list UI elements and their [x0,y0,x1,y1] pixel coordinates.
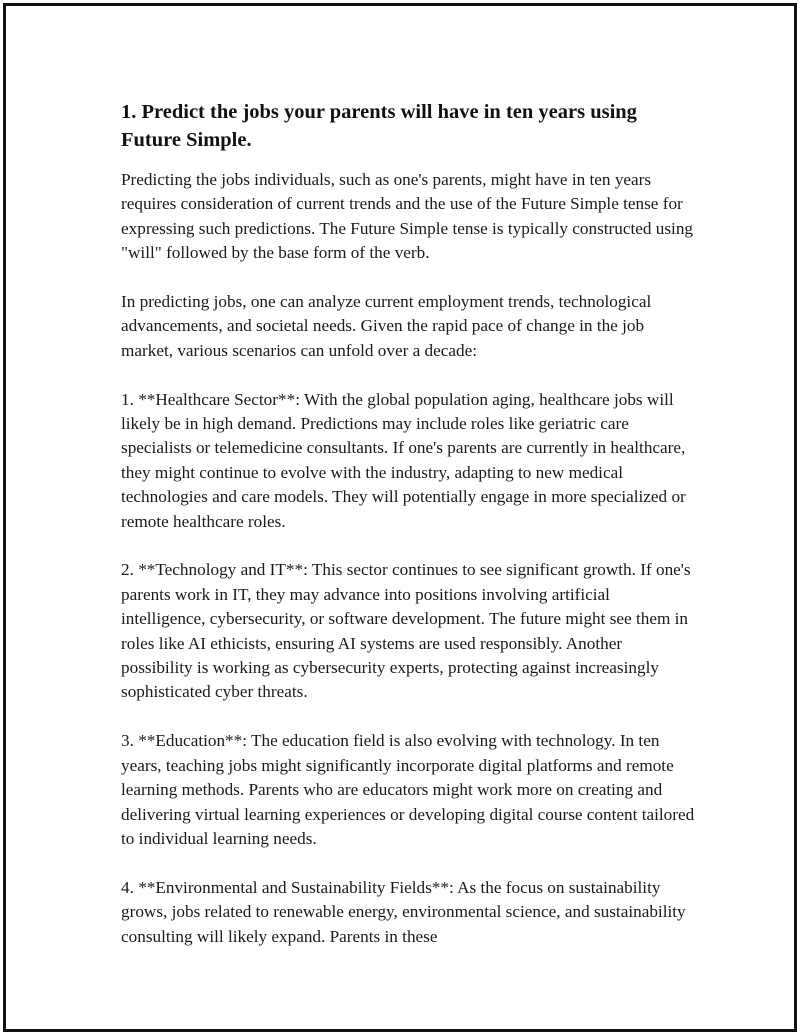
environment-paragraph: 4. **Environmental and Sustainability Fields**: As the focus on sustainability grows, jobs related to renewable energy, environmental science, and sustainability consulting will likely expand. Parents in these [121,877,686,946]
trends-paragraph: In predicting jobs, one can analyze current employment trends, technological advancements, and societal needs. Given the rapid pace of change in the job market, various scenarios can unfold over a decade: [121,292,652,360]
healthcare-paragraph: 1. **Healthcare Sector**: With the global population aging, healthcare jobs will likely be in high demand. Predictions may include roles like geriatric care specialists or telemedicine consultants. If one's parents are currently in healthcare, they might continue to evolve with the industry, adapting to new medical technologies and care models. They will potentially engage in more specialized or remote healthcare roles. [121,389,686,531]
technology-paragraph: 2. **Technology and IT**: This sector continues to see significant growth. If one's parents work in IT, they may advance into positions involving artificial intelligence, cybersecurity, or software development. The future might see them in roles like AI ethicists, ensuring AI systems are used responsibly. Another possibility is working as cybersecurity experts, protecting against increasingly sophisticated cyber threats. [121,560,691,702]
document-heading: 1. Predict the jobs your parents will have in ten years using Future Simple. [121,101,637,151]
document-body [121,98,696,973]
page-border [3,3,797,1032]
intro-paragraph: Predicting the jobs individuals, such as one's parents, might have in ten years requires consideration of current trends and the use of the Future Simple tense for expressing such predictions. The Future Simple tense is typically constructed using "will" followed by the base form of the verb. [121,170,694,263]
education-paragraph: 3. **Education**: The education field is also evolving with technology. In ten years, teaching jobs might significantly incorporate digital platforms and remote learning methods. Parents who are educators might work more on creating and delivering virtual learning experiences or developing digital course content tailored to individual learning needs. [121,731,695,848]
